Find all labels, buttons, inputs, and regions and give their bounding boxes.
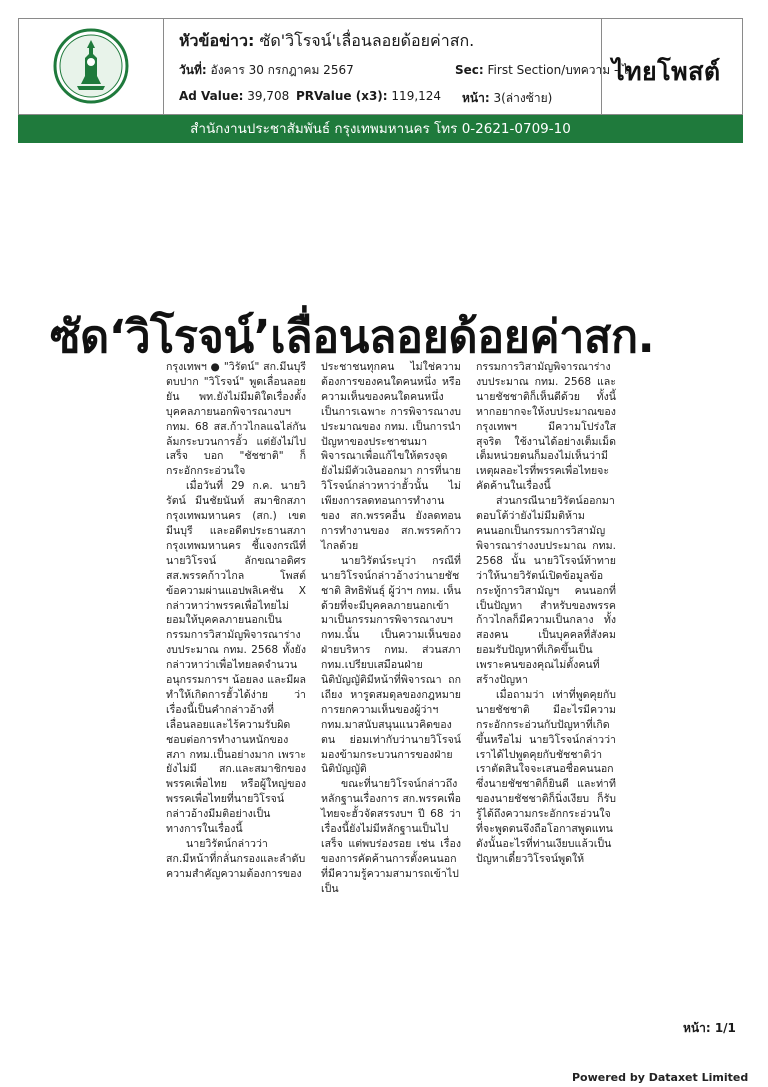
paragraph: นายวิรัตน์ระบุว่า กรณีที่นายวิโรจน์กล่าวอ้างว่านายชัชชาติ สิทธิพันธุ์ ผู้ว่าฯ กทม. เห็นด้วยที่จะมีบุคคลภายนอกเข้ามาเป็นกรรมการพิจารณางบฯ กทม.นั้น เป็นความเห็นของฝ่ายบริหาร กทม. ส่วนสภา กทม.เปรียบเสมือนฝ่ายนิติบัญญัติมีหน้าที่พิจารณา ถกเถียง หารูดสมดุลของกฎหมาย การยกความเห็นของผู้ว่าฯ กทม.มาสนับสนุนแนวคิดของตน ย่อมเท่ากับว่านายวิโรจน์มองข้ามกระบวนการของฝ่ายนิติบัญญัติ [321, 554, 461, 776]
pr-value-row [296, 89, 441, 103]
paragraph: นายวิรัตน์กล่าวว่า สก.มีหน้าที่กลั่นกรองและลำดับความสำคัญความต้องการของ [166, 838, 306, 880]
paragraph: ส่วนกรณีนายวิรัตน์ออกมาตอบโต้ว่ายังไม่มีมติห้ามคนนอกเป็นกรรมการวิสามัญพิจารณาร่างงบประมาณ กทม. 2568 นั้น นายวิโรจน์ท้าทายว่าให้นายวิรัตน์เปิดข้อมูลข้อกระทู้การวิสามัญฯ คนนอกที่เป็นปัญหา สำหรับของพรรคก้าวไกลก็มีความเป็นกลาง ทั้งสองคน เป็นบุคคลที่สังคมยอมรับปัญหาที่เกิดขึ้นเป็นเพราะคนของคุณไม่ตั้งคนที่สร้างปัญหา [476, 495, 616, 687]
paragraph: ขณะที่นายวิโรจน์กล่าวถึงหลักฐานเรื่องการ สก.พรรคเพื่อไทยจะฮั้วจัดสรรงบฯ ปี 68 ว่า เรื่องนี้ยังไม่มีหลักฐานเป็นไปเสร็จ แต่พบร่องรอย เช่น เรื่องของการคัดค้านการตั้งคนนอกที่มีความรู้ความสามารถเข้าไปเป็น [321, 778, 461, 895]
pr-value-label: PRValue (x3): [296, 89, 388, 103]
paragraph: กรุงเทพฯ ● "วิรัตน์" สก.มีนบุรี ตบปาก "วิโรจน์" พูดเลื่อนลอยยัน พท.ยังไม่มีมติใดเรื่องตั้งบุคคลภายนอกพิจารณางบฯ กทม. 68 สส.ก้าวไกลแฉไล่กันล้มกระบวนการอั้ว แต่ยังไม่ไปเสร็จ บอก "ชัชชาติ" ก็กระอักกระอ่วนใจ [166, 361, 306, 478]
paragraph: เมื่อถามว่า เท่าที่พูดคุยกับนายชัชชาติ มีอะไรมีความกระอักกระอ่วนกับปัญหาที่เกิดขึ้นหรือไม่ นายวิโรจน์กล่าวว่า เราได้ไปพูดคุยกับชัชชาติว่าเราตัดสินใจจะเสนอชื่อคนนอก ซึ่งนายชัชชาติก็ยินดี และท่าทีของนายชัชชาติก็นิ่งเงียบ ก็รับรู้ได้ถึงความกระอักกระอ่วนใจที่จะพูดตนจึงถือโอกาสพูดแทน ดังนั้นอะไรที่ท่านเงียบแล้วเป็นปัญหาเดี๋ยววิโรจน์พูดให้ [476, 688, 616, 865]
paragraph: ประชาชนทุกคน ไม่ใช่ความต้องการของคนใดคนหนึ่ง หรือความเห็นของคนใดคนหนึ่งเป็นการเฉพาะ การพิจารณางบประมาณของ กทม. เป็นการนำปัญหาของประชาชนมาพิจารณาเพื่อแก้ไขให้ตรงจุด ยังไม่มีตัวเงินออกมา การที่นายวิโรจน์กล่าวหาว่าฮั้วนั้น ไม่เพียงการลดทอนการทำงานของ สก.พรรคอื่น ยังลดทอนการทำงานของ สก.พรรคก้าวไกลด้วย [321, 361, 461, 552]
pr-value: 119,124 [391, 89, 442, 103]
clipping-meta [179, 19, 629, 114]
section-value: First Section/บทความ - ไ [487, 63, 629, 77]
bangkok-seal-icon [53, 28, 129, 104]
article-body [166, 360, 616, 920]
publication-box [601, 19, 742, 114]
article-column-3 [476, 360, 616, 867]
ad-value: 39,708 [247, 89, 290, 103]
paragraph: กรรมการวิสามัญพิจารณาร่างงบประมาณ กทม. 2568 และนายชัชชาติก็เห็นดีด้วย ทั้งนี้หากอยากจะให้งบประมาณของกรุงเทพฯ มีความโปร่งใส สุจริต ใช้งานได้อย่างเต็มเม็ดเต็มหน่วยตนก็มองไม่เห็นว่ามีเหตุผลอะไรที่พรรคเพื่อไทยจะคัดค้านในเรื่องนี้ [476, 361, 616, 493]
clipping-header [18, 18, 743, 115]
powered-by-footer: Powered by Dataxet Limited [572, 1071, 749, 1084]
ad-value-row [179, 89, 289, 103]
agency-banner: สำนักงานประชาสัมพันธ์ กรุงเทพมหานคร โทร 0-2621-0709-10 [18, 115, 743, 143]
date-label: วันที่: [179, 63, 207, 77]
paragraph: เมื่อวันที่ 29 ก.ค. นายวิรัตน์ มีนชัยนันท์ สมาชิกสภากรุงเทพมหานคร (สก.) เขตมีนบุรี และอดีตประธานสภากรุงเทพมหานคร ชี้แจงกรณีที่นายวิโรจน์ ลักขณาอดิศร สส.พรรคก้าวไกล โพสต์ข้อความผ่านแอปพลิเคชัน X กล่าวหาว่าพรรคเพื่อไทยไม่ยอมให้บุคคลภายนอกเป็นกรรมการวิสามัญพิจารณาร่างงบประมาณ กทม. 2568 ทั้งยังกล่าวหาว่าเพื่อไทยลดจำนวนอนุกรรมการฯ น้อยลง และมีผลทำให้เกิดการฮั้วได้ง่าย ว่า เรื่องนี้เป็นคำกล่าวอ้างที่เลื่อนลอยและไร้ความรับผิดชอบต่อการทำงานหนักของสภา กทม.เป็นอย่างมาก เพราะยังไม่มี สก.และสมาชิกของพรรคเพื่อไทย หรือผู้ใหญ่ของพรรคเพื่อไทยที่นายวิโรจน์กล่าวอ้างมีมติอย่างเป็นทางการในเรื่องนี้ [166, 480, 306, 836]
publication-logo: ไทยโพสต์ [612, 57, 721, 86]
article-column-2 [321, 360, 461, 897]
article-column-1 [166, 360, 306, 882]
logo-box [19, 19, 164, 114]
page-value: 3(ล่างซ้าย) [493, 91, 553, 105]
date-value: อังคาร 30 กรกฎาคม 2567 [210, 63, 354, 77]
page-counter: หน้า: 1/1 [683, 1021, 736, 1035]
section-label: Sec: [455, 63, 484, 77]
headline-value: ซัด'วิโรจน์'เลื่อนลอยด้อยค่าสก. [259, 31, 475, 50]
headline-row [179, 29, 474, 54]
date-row [179, 61, 354, 80]
article-title: ซัด‘วิโรจน์’เลื่อนลอยด้อยค่าสก. [50, 310, 655, 363]
page-row [462, 89, 552, 108]
headline-label: หัวข้อข่าว: [179, 31, 255, 50]
page-label: หน้า: [462, 91, 490, 105]
ad-value-label: Ad Value: [179, 89, 244, 103]
